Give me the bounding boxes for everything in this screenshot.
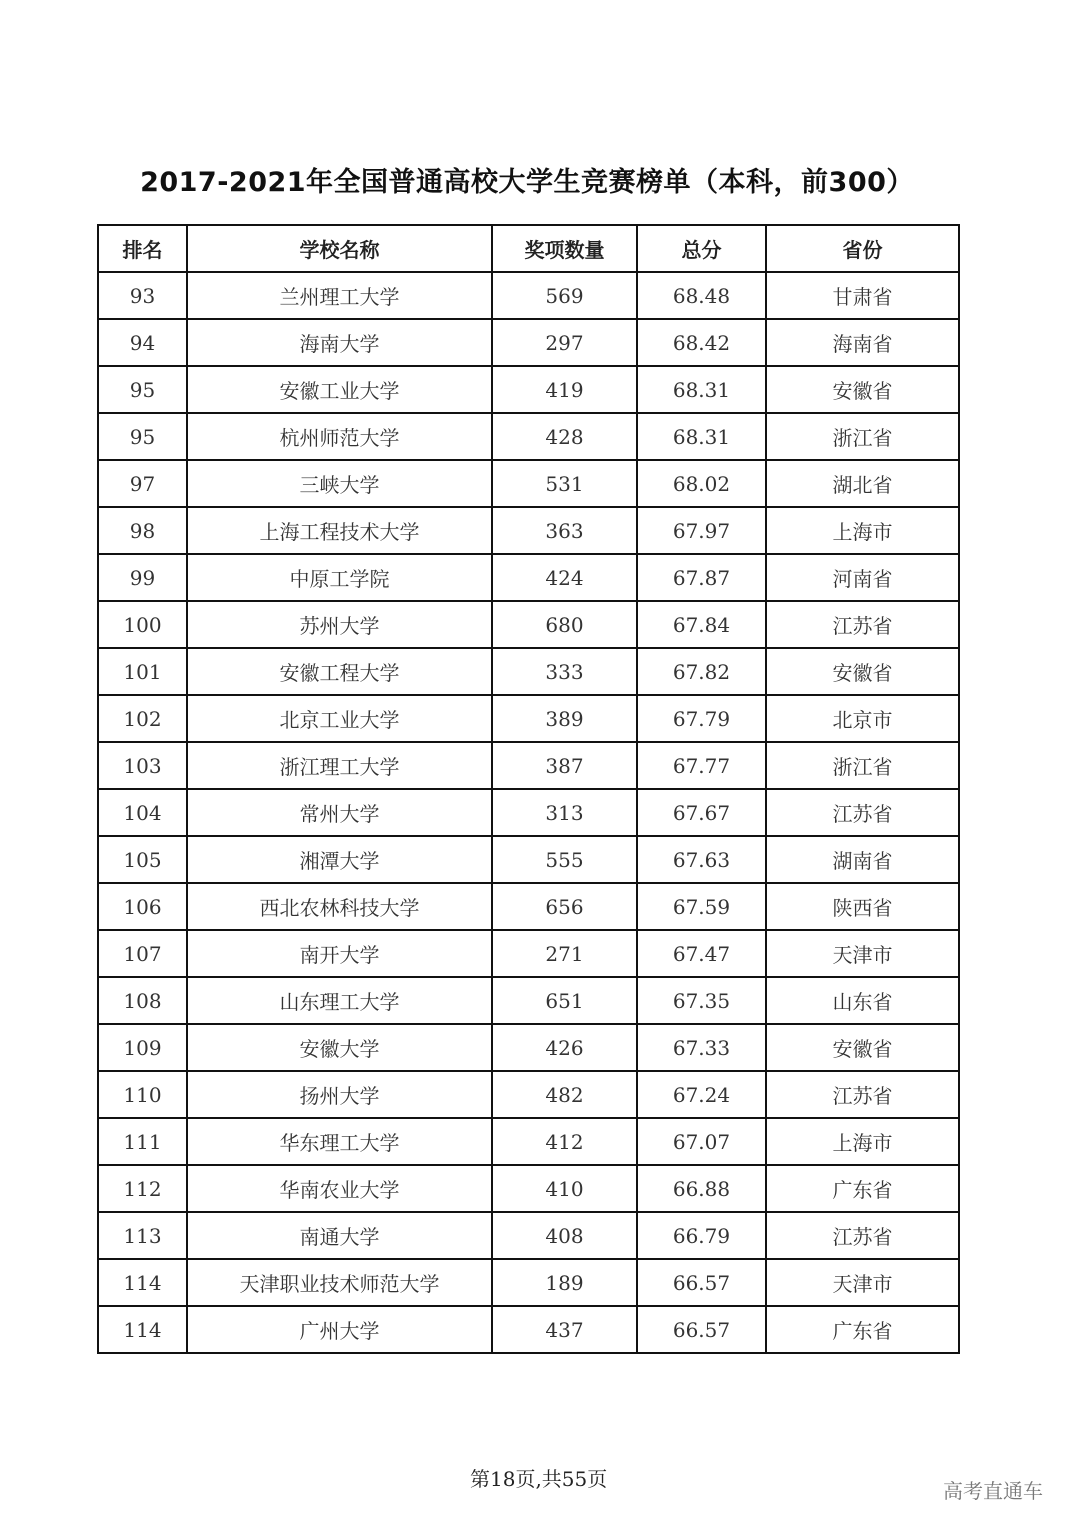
awards-cell: 424 [492, 554, 637, 601]
table-row [98, 1024, 959, 1071]
rank-cell: 97 [98, 460, 187, 507]
school-cell: 中原工学院 [187, 554, 492, 601]
awards-cell: 656 [492, 883, 637, 930]
province-cell: 天津市 [766, 930, 959, 977]
awards-cell: 313 [492, 789, 637, 836]
table-row [98, 413, 959, 460]
province-cell: 湖北省 [766, 460, 959, 507]
rank-cell: 94 [98, 319, 187, 366]
awards-cell: 271 [492, 930, 637, 977]
score-cell: 68.31 [637, 413, 766, 460]
table-body [98, 272, 959, 1353]
rank-cell: 112 [98, 1165, 187, 1212]
school-cell: 安徽大学 [187, 1024, 492, 1071]
school-cell: 兰州理工大学 [187, 272, 492, 319]
province-cell: 海南省 [766, 319, 959, 366]
score-cell: 67.07 [637, 1118, 766, 1165]
school-cell: 常州大学 [187, 789, 492, 836]
rank-cell: 110 [98, 1071, 187, 1118]
rank-cell: 111 [98, 1118, 187, 1165]
table-row [98, 507, 959, 554]
school-cell: 浙江理工大学 [187, 742, 492, 789]
rank-cell: 108 [98, 977, 187, 1024]
rank-cell: 105 [98, 836, 187, 883]
score-cell: 67.47 [637, 930, 766, 977]
province-cell: 江苏省 [766, 601, 959, 648]
province-cell: 江苏省 [766, 1071, 959, 1118]
awards-cell: 412 [492, 1118, 637, 1165]
table-row [98, 1071, 959, 1118]
province-cell: 天津市 [766, 1259, 959, 1306]
score-cell: 67.59 [637, 883, 766, 930]
school-cell: 海南大学 [187, 319, 492, 366]
score-cell: 67.35 [637, 977, 766, 1024]
table-row [98, 695, 959, 742]
rank-cell: 114 [98, 1259, 187, 1306]
province-cell: 浙江省 [766, 742, 959, 789]
rank-cell: 106 [98, 883, 187, 930]
awards-cell: 387 [492, 742, 637, 789]
header-school: 学校名称 [187, 225, 492, 272]
school-cell: 三峡大学 [187, 460, 492, 507]
table-row [98, 366, 959, 413]
province-cell: 陕西省 [766, 883, 959, 930]
school-cell: 安徽工业大学 [187, 366, 492, 413]
province-cell: 安徽省 [766, 366, 959, 413]
table-row [98, 742, 959, 789]
province-cell: 河南省 [766, 554, 959, 601]
table-row [98, 319, 959, 366]
score-cell: 68.42 [637, 319, 766, 366]
awards-cell: 426 [492, 1024, 637, 1071]
score-cell: 67.24 [637, 1071, 766, 1118]
table-row [98, 1259, 959, 1306]
awards-cell: 651 [492, 977, 637, 1024]
awards-cell: 569 [492, 272, 637, 319]
score-cell: 67.87 [637, 554, 766, 601]
score-cell: 67.33 [637, 1024, 766, 1071]
province-cell: 江苏省 [766, 1212, 959, 1259]
awards-cell: 555 [492, 836, 637, 883]
school-cell: 杭州师范大学 [187, 413, 492, 460]
school-cell: 广州大学 [187, 1306, 492, 1353]
school-cell: 南开大学 [187, 930, 492, 977]
table-row [98, 930, 959, 977]
score-cell: 68.02 [637, 460, 766, 507]
province-cell: 浙江省 [766, 413, 959, 460]
table-row [98, 601, 959, 648]
awards-cell: 408 [492, 1212, 637, 1259]
score-cell: 68.48 [637, 272, 766, 319]
score-cell: 67.97 [637, 507, 766, 554]
rank-cell: 95 [98, 413, 187, 460]
page-title: 2017-2021年全国普通高校大学生竞赛榜单（本科，前300） [140, 167, 914, 198]
awards-cell: 531 [492, 460, 637, 507]
score-cell: 66.57 [637, 1259, 766, 1306]
table-row [98, 460, 959, 507]
table-row [98, 554, 959, 601]
table-row [98, 1306, 959, 1353]
header-province: 省份 [766, 225, 959, 272]
awards-cell: 363 [492, 507, 637, 554]
score-cell: 68.31 [637, 366, 766, 413]
rank-cell: 99 [98, 554, 187, 601]
rank-cell: 100 [98, 601, 187, 648]
school-cell: 扬州大学 [187, 1071, 492, 1118]
ranking-table [97, 224, 960, 1354]
score-cell: 67.63 [637, 836, 766, 883]
header-score: 总分 [637, 225, 766, 272]
score-cell: 66.57 [637, 1306, 766, 1353]
rank-cell: 102 [98, 695, 187, 742]
province-cell: 湖南省 [766, 836, 959, 883]
table-row [98, 789, 959, 836]
school-cell: 华东理工大学 [187, 1118, 492, 1165]
score-cell: 66.88 [637, 1165, 766, 1212]
table-row [98, 1118, 959, 1165]
table-row [98, 883, 959, 930]
awards-cell: 419 [492, 366, 637, 413]
table-row [98, 1212, 959, 1259]
school-cell: 上海工程技术大学 [187, 507, 492, 554]
rank-cell: 113 [98, 1212, 187, 1259]
awards-cell: 333 [492, 648, 637, 695]
province-cell: 北京市 [766, 695, 959, 742]
awards-cell: 428 [492, 413, 637, 460]
awards-cell: 189 [492, 1259, 637, 1306]
score-cell: 66.79 [637, 1212, 766, 1259]
awards-cell: 297 [492, 319, 637, 366]
rank-cell: 109 [98, 1024, 187, 1071]
table-row [98, 977, 959, 1024]
school-cell: 华南农业大学 [187, 1165, 492, 1212]
province-cell: 甘肃省 [766, 272, 959, 319]
table-header-row [98, 225, 959, 272]
score-cell: 67.67 [637, 789, 766, 836]
score-cell: 67.84 [637, 601, 766, 648]
header-awards: 奖项数量 [492, 225, 637, 272]
province-cell: 上海市 [766, 1118, 959, 1165]
rank-cell: 114 [98, 1306, 187, 1353]
score-cell: 67.82 [637, 648, 766, 695]
school-cell: 北京工业大学 [187, 695, 492, 742]
awards-cell: 389 [492, 695, 637, 742]
awards-cell: 437 [492, 1306, 637, 1353]
school-cell: 天津职业技术师范大学 [187, 1259, 492, 1306]
province-cell: 上海市 [766, 507, 959, 554]
province-cell: 安徽省 [766, 648, 959, 695]
rank-cell: 101 [98, 648, 187, 695]
awards-cell: 680 [492, 601, 637, 648]
table-row [98, 272, 959, 319]
table-row [98, 1165, 959, 1212]
rank-cell: 93 [98, 272, 187, 319]
rank-cell: 103 [98, 742, 187, 789]
page-number: 第18页,共55页 [470, 1467, 608, 1491]
school-cell: 南通大学 [187, 1212, 492, 1259]
table-row [98, 836, 959, 883]
province-cell: 山东省 [766, 977, 959, 1024]
province-cell: 安徽省 [766, 1024, 959, 1071]
school-cell: 湘潭大学 [187, 836, 492, 883]
rank-cell: 104 [98, 789, 187, 836]
rank-cell: 98 [98, 507, 187, 554]
rank-cell: 107 [98, 930, 187, 977]
province-cell: 江苏省 [766, 789, 959, 836]
school-cell: 山东理工大学 [187, 977, 492, 1024]
header-rank: 排名 [98, 225, 187, 272]
awards-cell: 482 [492, 1071, 637, 1118]
rank-cell: 95 [98, 366, 187, 413]
score-cell: 67.77 [637, 742, 766, 789]
score-cell: 67.79 [637, 695, 766, 742]
table-row [98, 648, 959, 695]
school-cell: 苏州大学 [187, 601, 492, 648]
school-cell: 西北农林科技大学 [187, 883, 492, 930]
province-cell: 广东省 [766, 1165, 959, 1212]
province-cell: 广东省 [766, 1306, 959, 1353]
watermark: 高考直通车 [943, 1479, 1043, 1503]
school-cell: 安徽工程大学 [187, 648, 492, 695]
awards-cell: 410 [492, 1165, 637, 1212]
